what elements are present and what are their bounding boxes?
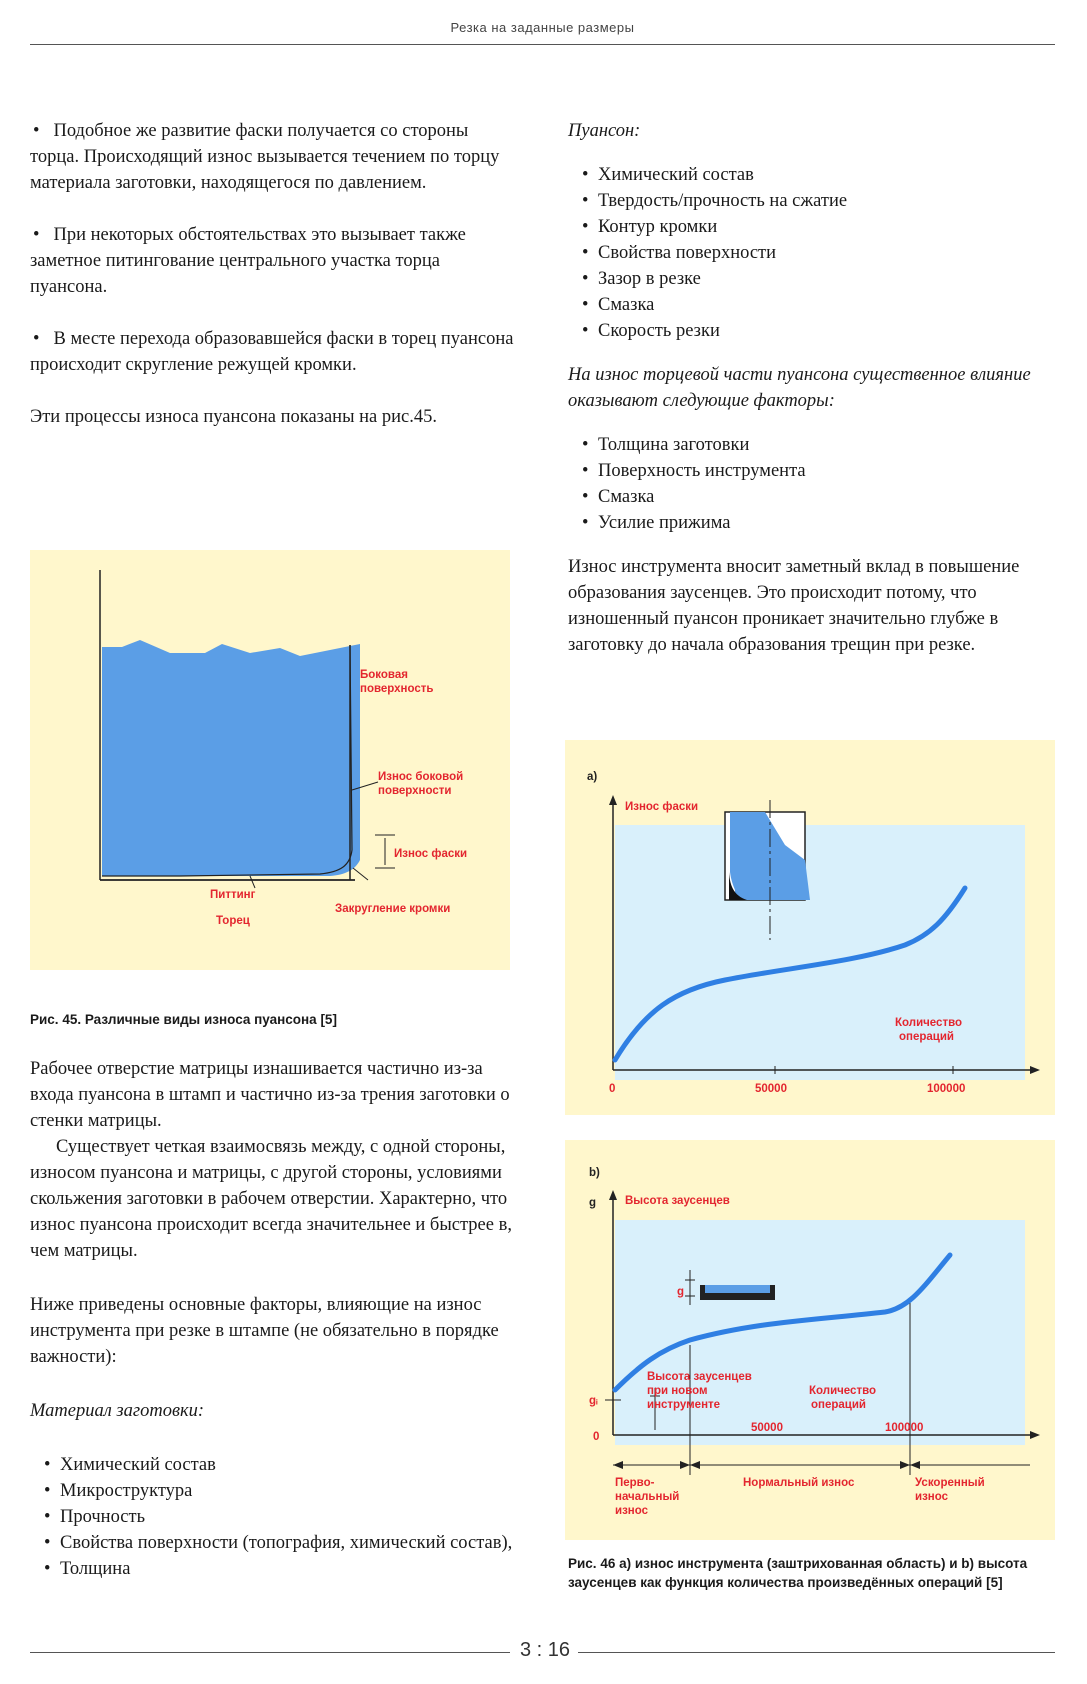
face-list bbox=[568, 432, 1058, 536]
x-tick-label: 100000 bbox=[885, 1422, 924, 1434]
label-edge-rounding: Закругление кромки bbox=[335, 903, 451, 915]
y-tick-label: gᵢ bbox=[589, 1395, 598, 1407]
x-axis-label: операций bbox=[899, 1031, 954, 1043]
punch-wear-diagram bbox=[30, 550, 510, 970]
label-side-wear: Износ боковой bbox=[378, 771, 464, 783]
chamfer-wear-chart bbox=[565, 740, 1055, 1115]
list-item: • Контур кромки bbox=[598, 214, 1058, 240]
initial-burr-label: Высота заусенцев bbox=[647, 1371, 752, 1383]
list-item: • Свойства поверхности bbox=[598, 240, 1058, 266]
list-item: • Поверхность инструмента bbox=[598, 458, 1058, 484]
punch-heading: Пуансон: bbox=[568, 121, 641, 141]
label-side-wear: поверхности bbox=[378, 785, 452, 797]
list-item: • Твердость/прочность на сжатие bbox=[598, 188, 1058, 214]
footer-rule-left bbox=[30, 1652, 510, 1653]
label-pitting: Питтинг bbox=[210, 889, 256, 901]
paragraph: Износ инструмента вносит заметный вклад в повышение образования заусенцев. Это происходит потому, что изношенный пуансон проникает значительно глубже в заготовку до начала образования трещин при резке. bbox=[568, 557, 1020, 655]
list-item: • Свойства поверхности (топография, химический состав), bbox=[60, 1530, 520, 1556]
list-item: • Прочность bbox=[60, 1504, 520, 1530]
figure-46a bbox=[565, 740, 1055, 1115]
phase-accelerated-label: Ускоренный bbox=[915, 1477, 985, 1489]
left-column-lower bbox=[30, 1056, 520, 1582]
y-axis-label: Высота заусенцев bbox=[625, 1195, 730, 1207]
right-column bbox=[568, 118, 1058, 686]
list-item: • Химический состав bbox=[598, 162, 1058, 188]
list-item: • Усилие прижима bbox=[598, 510, 1058, 536]
material-heading: Материал заготовки: bbox=[30, 1401, 205, 1421]
x-tick-label: 50000 bbox=[755, 1083, 787, 1095]
x-axis-label: операций bbox=[811, 1399, 866, 1411]
y-axis-label: Износ фаски bbox=[625, 801, 699, 813]
phase-initial-label: износ bbox=[615, 1505, 649, 1517]
x-tick-label: 0 bbox=[609, 1083, 616, 1095]
punch-list bbox=[568, 162, 1058, 344]
inset-g-label: g bbox=[677, 1286, 685, 1298]
bullet-paragraph: • При некоторых обстоятельствах это вызывает также заметное питингование центрального участка торца пуансона. bbox=[30, 222, 520, 300]
list-item: • Смазка bbox=[598, 484, 1058, 510]
header-title: Резка на заданные размеры bbox=[450, 20, 635, 35]
initial-burr-label: при новом bbox=[647, 1385, 708, 1397]
x-axis-label: Количество bbox=[809, 1385, 877, 1397]
list-item: • Толщина заготовки bbox=[598, 432, 1058, 458]
figure-45 bbox=[30, 550, 510, 970]
list-item: • Химический состав bbox=[60, 1452, 520, 1478]
paragraph: Рабочее отверстие матрицы изнашивается частично из-за входа пуансона в штамп и частично из-за трения заготовки о стенки матрицы. bbox=[30, 1059, 510, 1131]
label-face: Торец bbox=[216, 915, 250, 927]
list-item: • Смазка bbox=[598, 292, 1058, 318]
face-heading: На износ торцевой части пуансона существенное влияние оказывают следующие факторы: bbox=[568, 365, 1031, 411]
label-chamfer-wear: Износ фаски bbox=[394, 848, 468, 860]
label-side-surface: поверхность bbox=[360, 683, 434, 695]
list-item: • Зазор в резке bbox=[598, 266, 1058, 292]
label-side-surface: Боковая bbox=[360, 669, 408, 681]
figure-46b bbox=[565, 1140, 1055, 1540]
burr-height-chart bbox=[565, 1140, 1055, 1540]
left-column bbox=[30, 118, 520, 458]
x-tick-label: 50000 bbox=[751, 1422, 783, 1434]
list-item: • Скорость резки bbox=[598, 318, 1058, 344]
material-list bbox=[30, 1452, 520, 1582]
chart-tag: a) bbox=[587, 771, 598, 783]
paragraph: Ниже приведены основные факторы, влияющие на износ инструмента при резке в штампе (не обязательно в порядке важности): bbox=[30, 1295, 499, 1367]
list-item: • Толщина bbox=[60, 1556, 520, 1582]
x-axis-label: Количество bbox=[895, 1017, 963, 1029]
y-tick-label: 0 bbox=[593, 1431, 600, 1443]
page-header bbox=[30, 20, 1055, 45]
phase-accelerated-label: износ bbox=[915, 1491, 949, 1503]
paragraph: Существует четкая взаимосвязь между, с одной стороны, износом пуансона и матрицы, с другой стороны, условиями скольжения заготовки в рабочем отверстии. Характерно, что износ пуансона происходит всегда значительнее и быстрее в, чем матрицы. bbox=[30, 1137, 512, 1261]
chart-tag: b) bbox=[589, 1167, 600, 1179]
phase-initial-label: Перво- bbox=[615, 1477, 655, 1489]
footer-rule-right bbox=[578, 1652, 1055, 1653]
phase-normal-label: Нормальный износ bbox=[743, 1477, 855, 1489]
bullet-paragraph: • В месте перехода образовавшейся фаски в торец пуансона происходит скругление режущей кромки. bbox=[30, 326, 520, 378]
page-number: 3 : 16 bbox=[519, 1639, 571, 1661]
paragraph: Эти процессы износа пуансона показаны на рис.45. bbox=[30, 407, 437, 427]
y-tick-label: g bbox=[589, 1197, 597, 1209]
figure-45-caption: Рис. 45. Различные виды износа пуансона [5] bbox=[30, 1012, 337, 1027]
list-item: • Микроструктура bbox=[60, 1478, 520, 1504]
initial-burr-label: инструменте bbox=[647, 1399, 721, 1411]
bullet-paragraph: • Подобное же развитие фаски получается со стороны торца. Происходящий износ вызывается течением по торцу материала заготовки, находящегося по давлением. bbox=[30, 118, 520, 196]
figure-46-caption: Рис. 46 a) износ инструмента (заштрихованная область) и b) высота заусенцев как функция количества произведённых операций [5] bbox=[568, 1556, 1028, 1590]
phase-initial-label: начальный bbox=[615, 1491, 680, 1503]
x-tick-label: 100000 bbox=[927, 1083, 966, 1095]
